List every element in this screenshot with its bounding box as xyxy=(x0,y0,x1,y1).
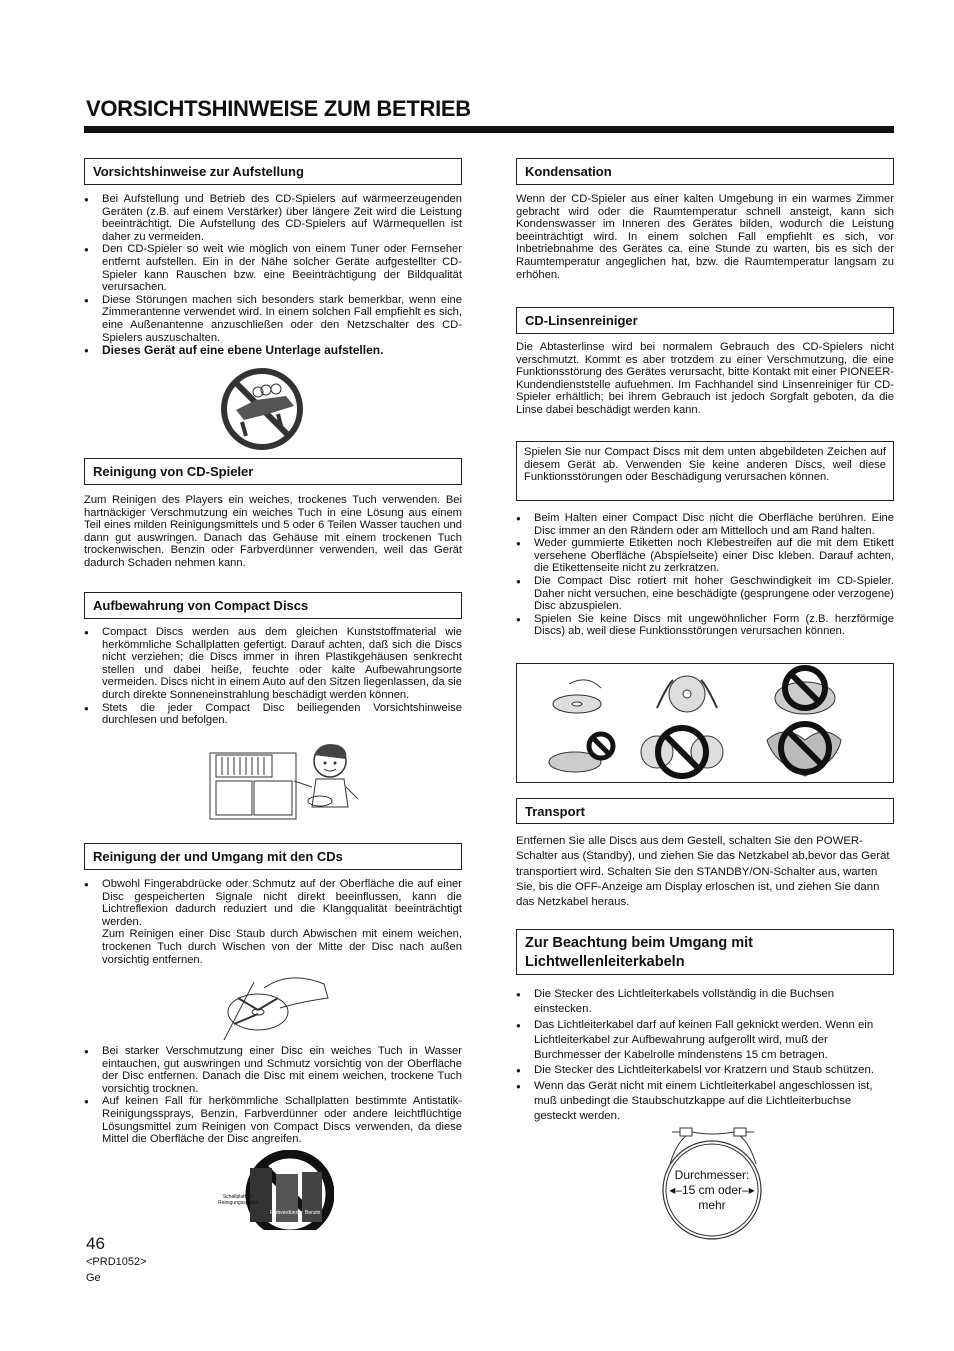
disc-wiping-illustration xyxy=(220,968,330,1042)
list-item: ● Auf keinen Fall für herkömmliche Schallplatten bestimmte Antistatik-Reinigungssprays, Benzin, Farbverdünner oder andere leichtflüchtige Lösungsmittel zum Reinigen von Compact Discs verwenden, da diese Mittel die Oberfläche der Disc angreifen. xyxy=(84,1095,462,1145)
list-lichtwellen xyxy=(516,987,894,1125)
heading-linsenreiniger: CD-Linsenreiniger xyxy=(516,307,894,334)
list-item-continuation: Zum Reinigen einer Disc Staub durch Abwischen mit einem weichen, trockenen Tuch durch Wischen von der Mitte der Disc nach außen vorsichtig entfernen. xyxy=(102,928,462,966)
diameter-line-1: Durchmesser: xyxy=(674,1168,750,1182)
diameter-line-3: mehr xyxy=(698,1198,726,1212)
list-item: ● Beim Halten einer Compact Disc nicht die Oberfläche berühren. Eine Disc immer an den Rändern oder am Mittelloch und am Rand halten. xyxy=(516,512,894,537)
language-code: Ge xyxy=(86,1272,101,1284)
list-disc-handling xyxy=(516,512,894,638)
list-item: ● Stets die jeder Compact Disc beiliegenden Vorsichtshinweise durchlesen und befolgen. xyxy=(84,702,462,727)
list-reinigung-cds-2 xyxy=(84,1045,462,1146)
diameter-line-2 xyxy=(656,1183,768,1198)
list-item: ● Die Stecker des Lichtleiterkabels vollständig in die Buchsen einstecken. xyxy=(516,987,894,1018)
bottle-label-benzin: Benzin xyxy=(305,1210,321,1216)
list-item: ● Wenn das Gerät nicht mit einem Lichtleiterkabel angeschlossen ist, muß unbedingt die Staubschutzkappe auf die Lichtleiterbuchse gesteckt werden. xyxy=(516,1079,894,1125)
prohibited-bottles-icon xyxy=(212,1150,334,1230)
list-item xyxy=(84,878,462,966)
list-reinigung-cds-1 xyxy=(84,878,462,966)
heading-lichtwellen: Zur Beachtung beim Umgang mit Lichtwellenleiterkabeln xyxy=(516,929,894,975)
heading-reinigung-cds: Reinigung der und Umgang mit den CDs xyxy=(84,843,462,870)
doc-code: <PRD1052> xyxy=(86,1256,147,1268)
kondensation-text: Wenn der CD-Spieler aus einer kalten Umgebung in ein warmes Zimmer gebracht wird oder die Raumtemperatur schnell ansteigt, kann sich Kondenswasser im Inneren des Gerätes bilden, wodurch die Leistung beeinträchtigt wird. In einem solchen Fall empfiehlt es sich, vor Inbetriebnahme des Gerätes ca. eine Stunde zu warten, bis es sich der Raumtemperatur angeglichen hat, bzw. die Raumtemperatur langsam zu erhöhen. xyxy=(516,193,894,281)
list-item: ● Bei Aufstellung und Betrieb des CD-Spielers auf wärmeerzeugenden Geräten (z.B. auf einem Verstärker) über längere Zeit wird die Leistung beeinträchtigt. Die Aufstellung des CD-Spielers auf Wärmequellen ist daher zu vermeiden. xyxy=(84,193,462,243)
page-title: VORSICHTSHINWEISE ZUM BETRIEB xyxy=(86,96,471,121)
arrow-right-icon: –▸ xyxy=(742,1183,755,1197)
bottle-label-thinner: Farbverdünner xyxy=(270,1210,303,1216)
list-item: ● Den CD-Spieler so weit wie möglich von einem Tuner oder Fernseher entfernt aufstellen. Ein in der Nähe solcher Geräte aufgestellter CD-Spieler kann Rauschen bzw. eine Beeinträchtigung der Bildqualität verursachen. xyxy=(84,243,462,293)
list-item-bold: ● Dieses Gerät auf eine ebene Unterlage aufstellen. xyxy=(84,344,462,357)
heading-aufbewahrung: Aufbewahrung von Compact Discs xyxy=(84,592,462,619)
heading-transport: Transport xyxy=(516,798,894,824)
compact-disc-note: Spielen Sie nur Compact Discs mit dem unten abgebildeten Zeichen auf diesem Gerät ab. Verwenden Sie keine anderen Discs, weil diese Funktionsstörungen oder Beschädigung verursachen können. xyxy=(516,441,894,501)
list-item-text: Obwohl Fingerabdrücke oder Schmutz auf der Oberfläche die auf einer Disc gespeicherten Signale nicht direkt beeinflussen, kann die Lichtreflexion dadurch reduziert und die Klangqualität beeinträchtigt werden. xyxy=(102,878,462,928)
list-item: ● Die Stecker des Lichtleiterkabelsl vor Kratzern und Staub schützen. xyxy=(516,1063,894,1078)
disc-handling-icons xyxy=(517,664,893,782)
disc-storage-illustration xyxy=(208,737,368,821)
disc-handling-illustrations xyxy=(516,663,894,783)
heading-reinigung-spieler: Reinigung von CD-Spieler xyxy=(84,458,462,485)
page-number: 46 xyxy=(86,1234,105,1253)
reinigung-spieler-text: Zum Reinigen des Players ein weiches, trockenes Tuch verwenden. Bei hartnäckiger Verschmutzung ein weiches Tuch in eine Lösung aus einem Teil eines milden Reinigungsmittels und 5 oder 6 Teilen Wasser tauchen und dann gut auswringen. Danach das Gehäuse mit einem trockenen Tuch trockenwischen. Benzin oder Farbverdünner verwenden, weil das Gerät dadurch Schaden nehmen kann. xyxy=(84,494,462,569)
diameter-line-2-text: 15 cm oder xyxy=(681,1183,743,1197)
linsenreiniger-text: Die Abtasterlinse wird bei normalem Gebrauch des CD-Spielers nicht verschmutzt. Kommt es aber trotzdem zu einer Verschmutzung, die eine Funktionsstörung des Gerätes verursacht, bitte Kontakt mit einer PIONEER-Kundendienststelle aufuehmen. Im Fachhandel sind Linsenreiniger für CD-Spieler erhältlich; bei ihrem Gebrauch ist jedoch Sorgfalt geboten, da die Linse dabei beschädigt werden kann. xyxy=(516,341,894,416)
list-item: ● Compact Discs werden aus dem gleichen Kunststoffmaterial wie herkömmliche Schallplatten gefertigt. Darauf achten, daß sich die Discs nicht verziehen; die Discs immer in ihren Plastikgehäusen senkrecht stellen und dabei heiße, feuchte oder kalte Aufbewahrungsorte vermeiden. Discs nicht in einem Auto auf den Sitzen liegenlassen, da sie durch direkte Sonneneinstrahlung beschädigt werden können. xyxy=(84,626,462,702)
list-aufstellung xyxy=(84,193,462,357)
list-item: ● Diese Störungen machen sich besonders stark bemerkbar, wenn eine Zimmerantenne verwendet wird. In einem solchen Fall empfiehlt es sich, eine Außenantenne anzuschließen oder den Netzschalter des CD-Spielers auszuschalten. xyxy=(84,294,462,344)
title-rule xyxy=(84,126,894,133)
uneven-surface-prohibited-icon xyxy=(216,366,308,452)
list-item: ● Weder gummierte Etiketten noch Klebestreifen auf die mit dem Etikett versehene Oberfläche (Abspielseite) einer Disc kleben. Darauf achten, die Etikettenseite nicht zu zerkratzen. xyxy=(516,537,894,575)
list-item: ● Das Lichtleiterkabel darf auf keinen Fall geknickt werden. Wenn ein Lichtleiterkabel zur Aufbewahrung aufgerollt wird, muß der Burchmesser der Kabelrolle mindenstens 15 cm betragen. xyxy=(516,1018,894,1064)
cable-coil-diagram xyxy=(656,1124,768,1242)
list-item: ● Spielen Sie keine Discs mit ungewöhnlicher Form (z.B. herzförmige Discs) ab, weil diese Funktionsstörungen verursachen können. xyxy=(516,613,894,638)
list-aufbewahrung xyxy=(84,626,462,727)
transport-text: Entfernen Sie alle Discs aus dem Gestell, schalten Sie den POWER-Schalter aus (Standby), und ziehen Sie das Netzkabel ab,bevor das Gerät transportiert wird. Schalten Sie den STANDBY/ON-Schalter aus, warten Sie, bis die OFF-Anzeige am Display erloschen ist, und ziehen Sie dann das Netzkabel heraus. xyxy=(516,835,890,909)
cleaning-sprays-prohibited-illustration xyxy=(212,1150,334,1230)
list-item: ● Bei starker Verschmutzung einer Disc ein weiches Tuch in Wasser eintauchen, gut auswringen und Schmutz vorsichtig von der Oberfläche der Disc entfernen. Danach die Disc mit einem weichen, trockene Tuch vorsichtig trocknen. xyxy=(84,1045,462,1095)
list-item: ● Die Compact Disc rotiert mit hoher Geschwindigkeit im CD-Spieler. Daher nicht versuchen, eine beschädigte (gesprungene oder verzogene) Disc abzuspielen. xyxy=(516,575,894,613)
heading-kondensation: Kondensation xyxy=(516,158,894,185)
bottle-label-spray: Schallplatten-Reinigungssprays xyxy=(218,1194,258,1206)
heading-aufstellung: Vorsichtshinweise zur Aufstellung xyxy=(84,158,462,185)
diameter-label xyxy=(656,1168,768,1213)
arrow-left-icon: ◂– xyxy=(669,1183,682,1197)
